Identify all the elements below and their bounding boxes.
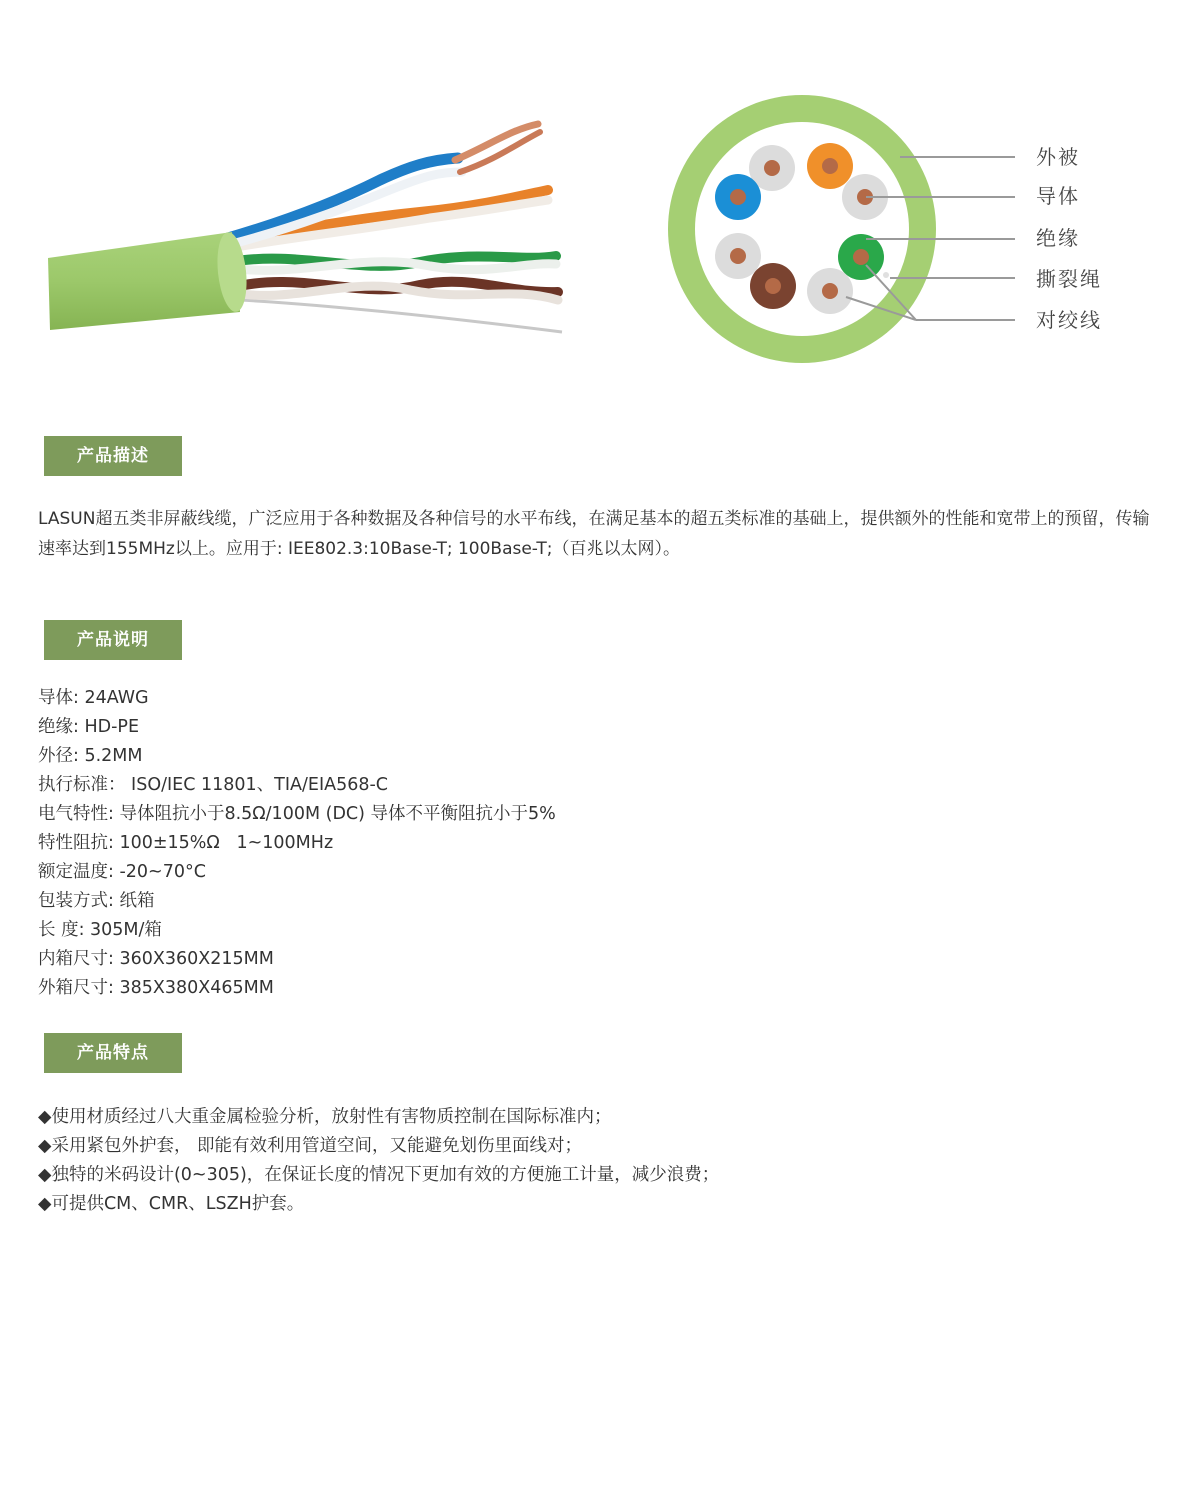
pair-brown [750,263,796,309]
label-conductor: 导体 [1036,184,1080,208]
label-insulation: 绝缘 [1036,226,1080,250]
feature-item: ◆采用紧包外护套， 即能有效利用管道空间，又能避免划伤里面线对； [38,1136,583,1156]
spec-item: 外径: 5.2MM [38,746,143,766]
section-title-description: 产品描述 [44,436,182,476]
spec-item: 包装方式: 纸箱 [38,891,155,911]
section-title-specs: 产品说明 [44,620,182,660]
spec-item: 额定温度: -20~70°C [38,862,206,882]
spec-item: 外箱尺寸: 385X380X465MM [38,978,274,998]
feature-list [38,1103,1138,1219]
product-diagram [0,0,1200,400]
feature-item: ◆使用材质经过八大重金属检验分析，放射性有害物质控制在国际标准内； [38,1107,612,1127]
feature-item: ◆可提供CM、CMR、LSZH护套。 [38,1194,305,1214]
pair-white-left [715,233,761,279]
rip-cord-strand [240,300,562,332]
spec-item: 内箱尺寸: 360X360X215MM [38,949,274,969]
spec-item: 电气特性: 导体阻抗小于8.5Ω/100M (DC) 导体不平衡阻抗小于5% [38,804,556,824]
label-twisted-pair: 对绞线 [1036,308,1102,332]
spec-item: 导体: 24AWG [38,688,149,708]
pair-orange [807,143,853,189]
spec-item: 绝缘: HD-PE [38,717,140,737]
cable-side-view [48,124,562,332]
pair-blue [715,174,761,220]
pair-white-bottom [807,268,853,314]
product-description: LASUN超五类非屏蔽线缆，广泛应用于各种数据及各种信号的水平布线，在满足基本的超五类标准的基础上，提供额外的性能和宽带上的预留，传输速率达到155MHz以上。应用于: IEE802.3:10Base-T; 100Base-T;（百兆以太网）。 [38,509,1150,559]
spec-item: 长 度: 305M/箱 [38,920,162,940]
spec-item: 执行标准： ISO/IEC 11801、TIA/EIA568-C [38,775,389,795]
jacket-interior [695,122,909,336]
label-rip-cord: 撕裂绳 [1036,267,1102,291]
label-jacket: 外被 [1036,145,1080,169]
spec-list [38,684,938,1003]
rip-cord-dot [883,272,889,278]
feature-item: ◆独特的米码设计(0~305)，在保证长度的情况下更加有效的方便施工计量，减少浪费； [38,1165,720,1185]
pair-green [838,234,884,280]
section-title-features: 产品特点 [44,1033,182,1073]
diagram-graphics [0,0,1200,400]
cable-cross-section [668,95,936,363]
spec-item: 特性阻抗: 100±15%Ω 1~100MHz [38,833,334,853]
cable-jacket [48,232,240,330]
